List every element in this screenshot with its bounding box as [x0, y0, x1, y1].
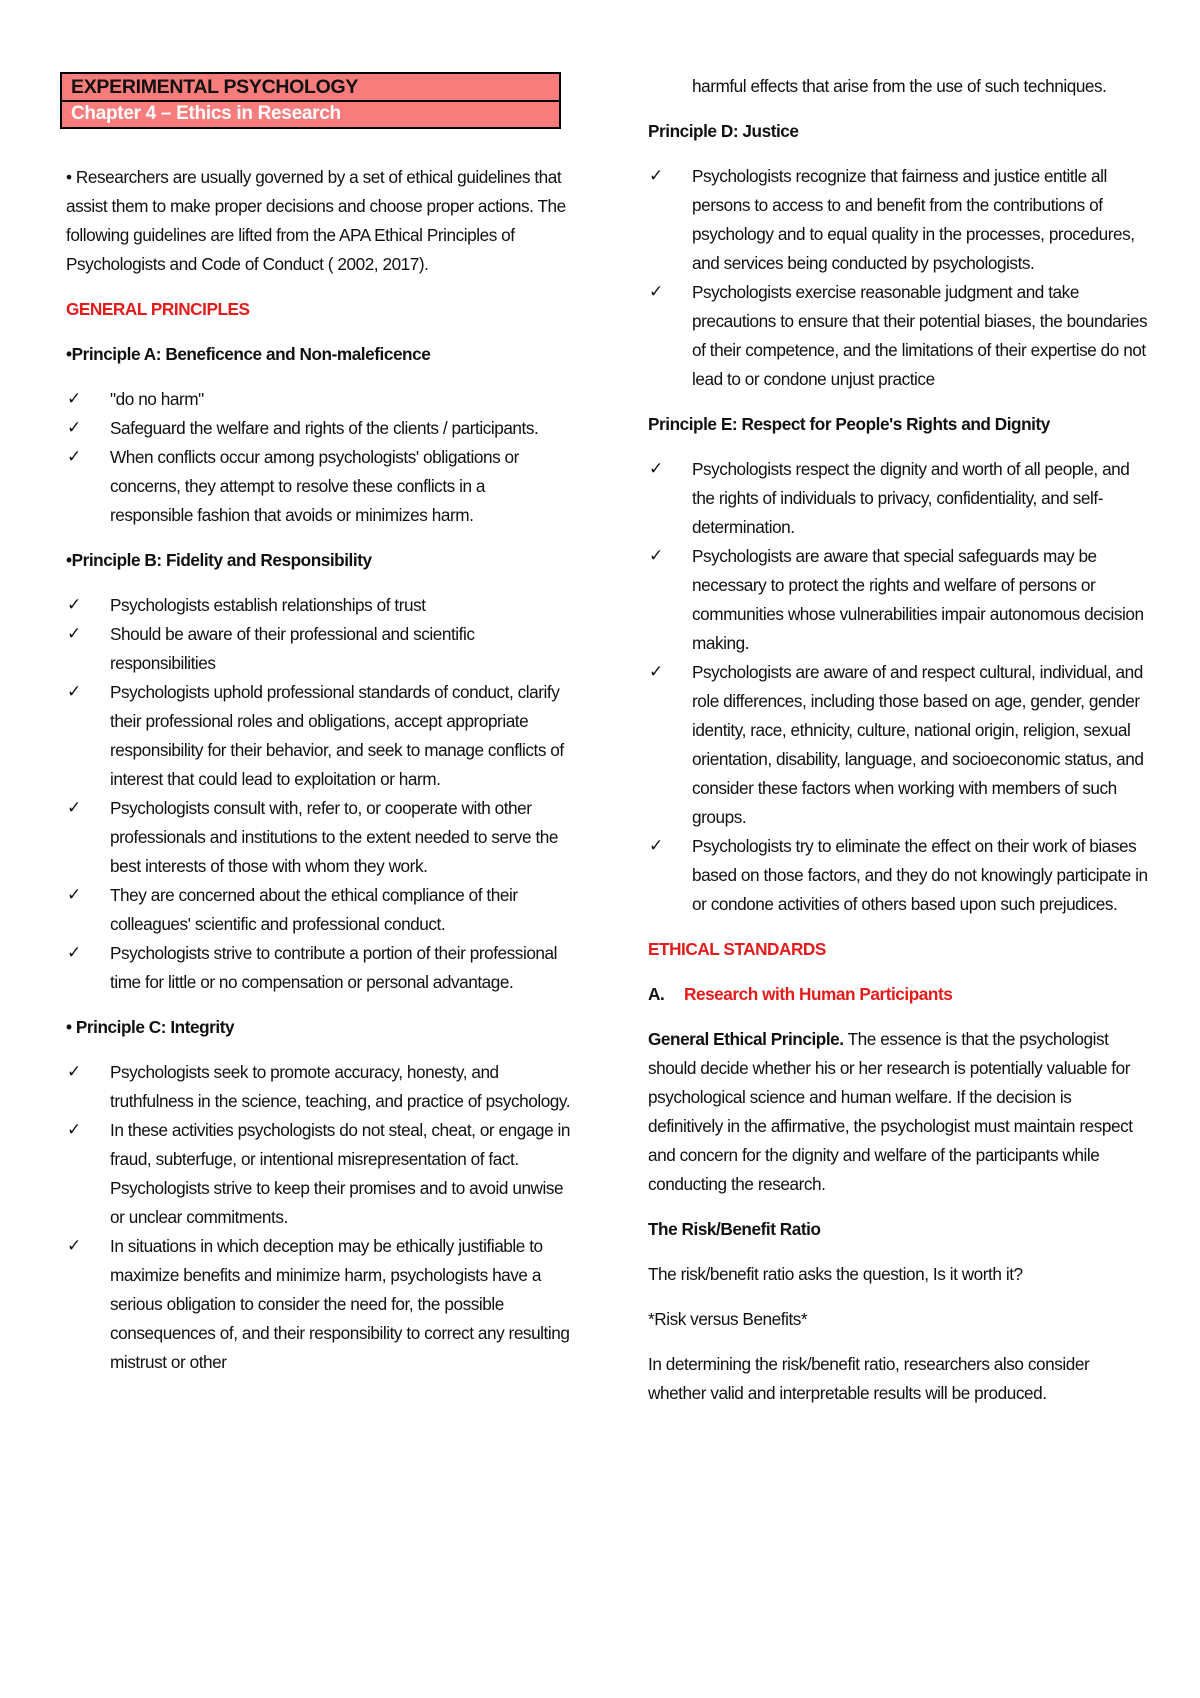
list-item: ✓ Psychologists recognize that fairness and justice entitle all persons to access to and benefit from the contributions of psychology and to equal quality in the processes, procedures, and services being conducted by psychologists. — [648, 162, 1148, 278]
risk-benefit-closing: In determining the risk/benefit ratio, researchers also consider whether valid and interpretable results will be produced. — [648, 1354, 1090, 1403]
principle-e-heading: Principle E: Respect for People's Rights and Dignity — [648, 414, 1050, 434]
list-item: ✓ Psychologists uphold professional standards of conduct, clarify their professional roles and obligations, accept appropriate responsibility for their behavior, and seek to manage conflicts of interest that could lead to exploitation or harm. — [66, 678, 571, 794]
list-item: ✓ Psychologists are aware that special safeguards may be necessary to protect the rights and welfare of persons or communities whose vulnerabilities impair autonomous decision making. — [648, 542, 1148, 658]
right-column — [648, 72, 1148, 1424]
list-item: ✓ Psychologists respect the dignity and worth of all people, and the rights of individuals to privacy, confidentiality, and self-determination. — [648, 455, 1148, 542]
section-a-heading — [648, 980, 1148, 1009]
risk-benefit-heading: The Risk/Benefit Ratio — [648, 1219, 821, 1239]
principle-a-heading: •Principle A: Beneficence and Non-maleficence — [66, 344, 431, 364]
paragraph-label: General Ethical Principle. — [648, 1029, 844, 1049]
check-icon: ✓ — [67, 885, 81, 905]
list-item: ✓ "do no harm" — [66, 385, 571, 414]
principle-c-continuation — [648, 72, 1148, 101]
section-title: Research with Human Participants — [684, 984, 953, 1004]
principle-a-list — [66, 385, 571, 530]
list-item-continuation: harmful effects that arise from the use of such techniques. — [692, 76, 1107, 96]
check-icon: ✓ — [67, 1236, 81, 1256]
ethical-standards-heading: ETHICAL STANDARDS — [648, 939, 826, 959]
general-principles-heading: GENERAL PRINCIPLES — [66, 299, 250, 319]
principle-b-list — [66, 591, 571, 997]
principle-c-heading: • Principle C: Integrity — [66, 1017, 235, 1037]
list-item: ✓ In these activities psychologists do not steal, cheat, or engage in fraud, subterfuge, or intentional misrepresentation of fact. Psychologists strive to keep their promises and to avoid unwise or unclear commitments. — [66, 1116, 571, 1232]
document-title-box — [60, 72, 561, 129]
check-icon: ✓ — [67, 943, 81, 963]
list-item: ✓ Safeguard the welfare and rights of the clients / participants. — [66, 414, 571, 443]
check-icon: ✓ — [67, 418, 81, 438]
list-item: ✓ Psychologists consult with, refer to, or cooperate with other professionals and institutions to the extent needed to serve the best interests of those with whom they work. — [66, 794, 571, 881]
list-item: ✓ Psychologists are aware of and respect cultural, individual, and role differences, including those based on age, gender, gender identity, race, ethnicity, culture, national origin, religion, sexual orientation, disability, language, and socioeconomic status, and consider these factors when working with members of such groups. — [648, 658, 1148, 832]
list-item: ✓ They are concerned about the ethical compliance of their colleagues' scientific and professional conduct. — [66, 881, 571, 939]
principle-b-heading: •Principle B: Fidelity and Responsibility — [66, 550, 372, 570]
check-icon: ✓ — [649, 166, 663, 186]
check-icon: ✓ — [649, 459, 663, 479]
check-icon: ✓ — [67, 389, 81, 409]
check-icon: ✓ — [67, 1120, 81, 1140]
check-icon: ✓ — [649, 282, 663, 302]
check-icon: ✓ — [649, 662, 663, 682]
principle-d-heading: Principle D: Justice — [648, 121, 799, 141]
risk-benefit-question: The risk/benefit ratio asks the question, Is it worth it? — [648, 1264, 1023, 1284]
list-item: ✓ Psychologists exercise reasonable judgment and take precautions to ensure that their potential biases, the boundaries of their competence, and the limitations of their expertise do not lead to or condone unjust practice — [648, 278, 1148, 394]
list-item: ✓ In situations in which deception may be ethically justifiable to maximize benefits and minimize harm, psychologists have a serious obligation to consider the need for, the possible consequences of, and their responsibility to correct any resulting mistrust or other — [66, 1232, 571, 1377]
general-ethical-principle-paragraph: General Ethical Principle. The essence is that the psychologist should decide whether his or her research is potentially valuable for psychological science and human welfare. If the decision is definitively in the affirmative, the psychologist must maintain respect and concern for the dignity and welfare of the participants while conducting the research. — [648, 1029, 1133, 1194]
document-title: EXPERIMENTAL PSYCHOLOGY — [62, 74, 559, 102]
chapter-subtitle: Chapter 4 – Ethics in Research — [62, 102, 559, 127]
list-item: ✓ Psychologists try to eliminate the effect on their work of biases based on those factors, and they do not knowingly participate in or condone activities of others based upon such prejudices. — [648, 832, 1148, 919]
list-item: ✓ Psychologists establish relationships of trust — [66, 591, 571, 620]
check-icon: ✓ — [67, 595, 81, 615]
principle-d-list — [648, 162, 1148, 394]
check-icon: ✓ — [67, 447, 81, 467]
list-item: ✓ When conflicts occur among psychologists' obligations or concerns, they attempt to resolve these conflicts in a responsible fashion that avoids or minimizes harm. — [66, 443, 571, 530]
check-icon: ✓ — [649, 546, 663, 566]
risk-versus-benefits: *Risk versus Benefits* — [648, 1309, 808, 1329]
check-icon: ✓ — [649, 836, 663, 856]
check-icon: ✓ — [67, 1062, 81, 1082]
section-letter: A. — [648, 984, 665, 1004]
left-column — [66, 163, 571, 1393]
intro-paragraph: • Researchers are usually governed by a set of ethical guidelines that assist them to make proper decisions and choose proper actions. The following guidelines are lifted from the APA Ethical Principles of Psychologists and Code of Conduct ( 2002, 2017). — [66, 167, 566, 274]
list-item: ✓ Psychologists seek to promote accuracy, honesty, and truthfulness in the science, teaching, and practice of psychology. — [66, 1058, 571, 1116]
principle-e-list — [648, 455, 1148, 919]
check-icon: ✓ — [67, 624, 81, 644]
list-item: ✓ Should be aware of their professional and scientific responsibilities — [66, 620, 571, 678]
principle-c-list — [66, 1058, 571, 1377]
check-icon: ✓ — [67, 682, 81, 702]
list-item: ✓ Psychologists strive to contribute a portion of their professional time for little or no compensation or personal advantage. — [66, 939, 571, 997]
check-icon: ✓ — [67, 798, 81, 818]
